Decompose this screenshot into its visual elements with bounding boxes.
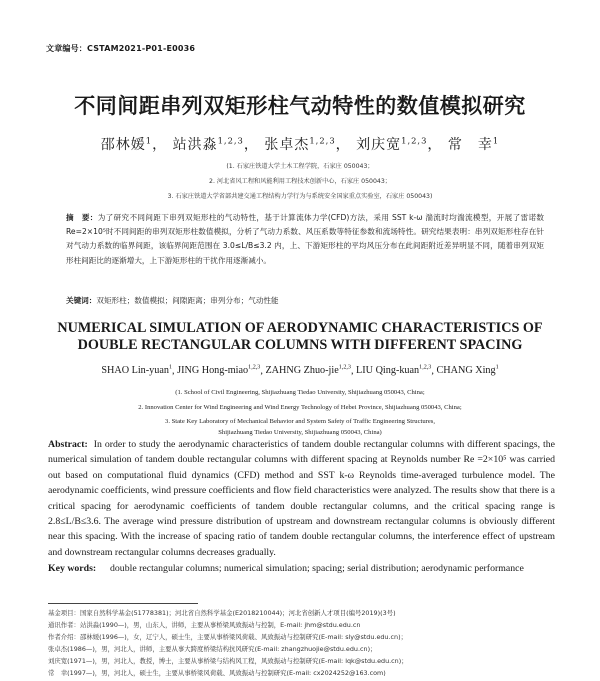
keywords-cn-label: 关键词： (66, 296, 97, 305)
footnote-divider (48, 603, 198, 604)
title-chinese: 不同间距串列双矩形柱气动特性的数值模拟研究 (74, 94, 526, 118)
author-en: JING Hong-miao$^{1,2,3}$ (177, 365, 261, 377)
affiliation-en-1: (1. School of Civil Engineering, Shijiazhuang Tiedao University, Shijiazhuang 050043, China; (175, 389, 425, 396)
affiliation-cn-2: 2. 河北省风工程和风能利用工程技术创新中心，石家庄 050043； (209, 178, 391, 185)
title-en-line-1: NUMERICAL SIMULATION OF AERODYNAMIC CHARACTERISTICS OF (57, 320, 543, 336)
keywords-en-text: double rectangular columns; numerical simulation; spacing; serial distribution; aerodynamic performance (110, 563, 524, 574)
abstract-en-text: In order to study the aerodynamic characteristics of tandem double rectangular columns with different spacings, the numerical simulation of tandem double rectangular columns with different spacing at Reynolds number Re =2×10⁵ was carried out based on computational fluid dynamics (CFD) method and SST k-ω Reynolds time-averaged turbulence model. The aerodynamic coefficients, wind pressure coefficients and flow field characteristics were analyzed. The results show that there is a critical spacing for aerodynamic coefficients of tandem double rectangular columns, and the critical spacing range is 2.8≤L/B≤3.6. The average wind pressure distribution of upstream and downstream rectangular columns is obviously different near this spacing. With the increase of spacing ratio of tandem double rectangular columns, the interference effect of upstream and downstream rectangular columns decreases gradually. (48, 439, 555, 558)
keywords-cn-text: 双矩形柱；数值模拟；间隙距离；串列分布；气动性能 (96, 296, 279, 305)
footnote-author-3: 刘庆宽(1971—)，男，河北人，教授，博士，主要从事桥梁与结构风工程，风致振动与控制研究(E-mail: lqk@stdu.edu.cn)； (48, 657, 408, 665)
affiliation-en-4: Shijiazhuang Tiedao University, Shijiazhuang 050043, China) (218, 429, 382, 436)
document-number: 文章编号：CSTAM2021-P01-E0036 (46, 44, 196, 53)
keywords-chinese (66, 295, 544, 306)
abstract-cn-label: 摘 要： (66, 213, 98, 222)
author-en: CHANG Xing$^1$ (436, 365, 499, 377)
keywords-en-label: Key words: (48, 563, 97, 574)
author-en: ZAHNG Zhuo-jie$^{1,2,3}$ (265, 365, 351, 377)
author-cn: 常 幸$^1$ (447, 135, 500, 153)
abstract-english (48, 437, 555, 560)
author-cn: 刘庆宽$^{1,2,3}$ (356, 135, 428, 153)
title-english (0, 320, 600, 354)
author-cn: 邵林媛$^1$ (100, 135, 153, 153)
footnote-funding: 基金项目：国家自然科学基金(51778381)；河北省自然科学基金(E2018210044)；河北省创新人才项目(编号2019)(3号) (48, 609, 396, 617)
footnote-author-2: 张卓杰(1986—)，男，河北人，讲师，主要从事大跨度桥梁结构抗风研究(E-mail: zhangzhuojie@stdu.edu.cn)； (48, 645, 377, 653)
author-cn: 站洪淼$^{1,2,3}$ (172, 135, 244, 153)
author-cn: 张卓杰$^{1,2,3}$ (264, 135, 336, 153)
title-en-line-2: DOUBLE RECTANGULAR COLUMNS WITH DIFFERENT SPACING (77, 337, 523, 353)
keywords-english (48, 561, 555, 576)
footnote-author-4: 常 幸(1997—)，男，河北人，硕士生，主要从事桥梁风荷载、风致振动与控制研究(E-mail: cx2024252@163.com) (48, 669, 386, 677)
footnote-corresponding: 通讯作者：站洪淼(1990—)，男，山东人，讲师，主要从事桥梁风致振动与控制，E-mail: jhm@stdu.edu.cn (48, 621, 361, 629)
author-en: SHAO Lin-yuan$^1$ (101, 365, 173, 377)
abstract-chinese (66, 211, 544, 268)
footnote-author-1: 作者介绍：邵林媛(1996—)，女，辽宁人，硕士生，主要从事桥梁风荷载、风致振动与控制研究(E-mail: sly@stdu.edu.cn)； (48, 633, 407, 641)
author-en: LIU Qing-kuan$^{1,2,3}$ (356, 365, 432, 377)
abstract-cn-text: 为了研究不同间距下串列双矩形柱的气动特性，基于计算流体力学(CFD)方法，采用 SST k-ω 湍流时均湍流模型，开展了雷诺数 Re=2×10⁵时不同间距的串列双矩形柱数值模拟，分析了气动力系数、风压系数等特征参数和流场特性。研究结果表明：串列双矩形柱存在针对气动力系数的临界间距，该临界间距范围在 3.0≤L/B≤3.2 内，上、下游矩形柱的平均风压分布在此间距附近差异明显不同，随着串列双矩形柱间距比的逐渐增大，上下游矩形柱的干扰作用逐渐减小。 (66, 213, 544, 265)
authors-chinese: 邵林媛$^1$， 站洪淼$^{1,2,3}$， 张卓杰$^{1,2,3}$， 刘庆宽$^{1,2,3}$， 常 幸$^1$ (100, 135, 500, 153)
affiliation-en-3: 3. State Key Laboratory of Mechanical Behavior and System Safety of Traffic Engineering Structures, (165, 418, 435, 425)
abstract-en-label: Abstract: (48, 439, 88, 450)
affiliation-cn-3: 3. 石家庄铁道大学省部共建交通工程结构力学行为与系统安全国家重点实验室，石家庄 050043) (167, 193, 433, 200)
affiliation-en-2: 2. Innovation Center for Wind Engineering and Wind Energy Technology of Hebei Province, Shijiazhuang 050043, China; (138, 404, 462, 411)
affiliation-cn-1: (1. 石家庄铁道大学土木工程学院，石家庄 050043； (226, 163, 374, 170)
authors-english: SHAO Lin-yuan$^1$, JING Hong-miao$^{1,2,3}$, ZAHNG Zhuo-jie$^{1,2,3}$, LIU Qing-kuan$^{1,2,3}$, CHANG Xing$^1$ (101, 365, 499, 377)
